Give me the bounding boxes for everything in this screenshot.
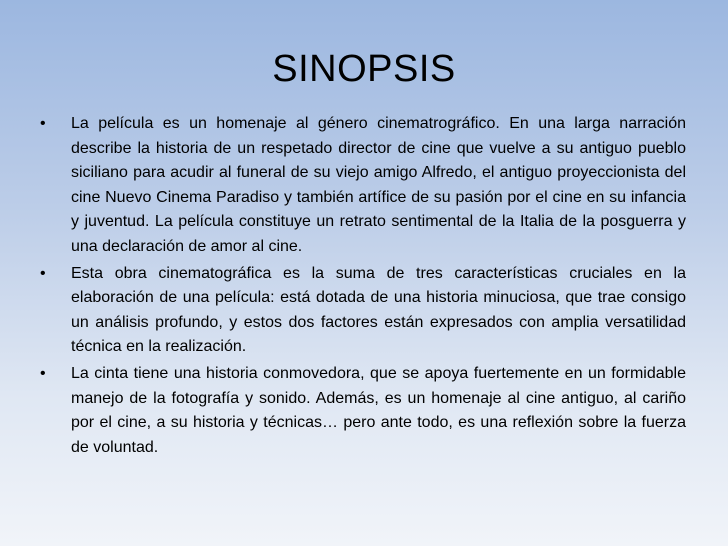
- bullet-text: La cinta tiene una historia conmovedora, que se apoya fuertemente en un formidable manejo de la fotografía y sonido. Además, es un homenaje al cine antiguo, al cariño por el cine, a su historia y técnicas… pero ante todo, es una reflexión sobre la fuerza de voluntad.: [71, 364, 686, 456]
- bullet-text: La película es un homenaje al género cinematrográfico. En una larga narración describe la historia de un respetado director de cine que vuelve a su antiguo pueblo siciliano para acudir al funeral de su viejo amigo Alfredo, el antiguo proyeccionista del cine Nuevo Cinema Paradiso y también artífice de su pasión por el cine en su infancia y juventud. La película constituye un retrato sentimental de la Italia de la posguerra y una declaración de amor al cine.: [71, 115, 686, 255]
- bullet-dot-icon: •: [40, 364, 46, 382]
- bullet-item: [40, 112, 686, 260]
- slide-title: SINOPSIS: [272, 48, 456, 90]
- bullet-list: [40, 112, 686, 462]
- bullet-item: [40, 262, 686, 360]
- bullet-text: Esta obra cinematográfica es la suma de tres características cruciales en la elaboración de una película: está dotada de una historia minuciosa, que trae consigo un análisis profundo, y estos dos factores están expresados con amplia versatilidad técnica en la realización.: [71, 264, 686, 356]
- bullet-dot-icon: •: [40, 115, 46, 132]
- bullet-dot-icon: •: [40, 264, 46, 282]
- bullet-item: [40, 362, 686, 460]
